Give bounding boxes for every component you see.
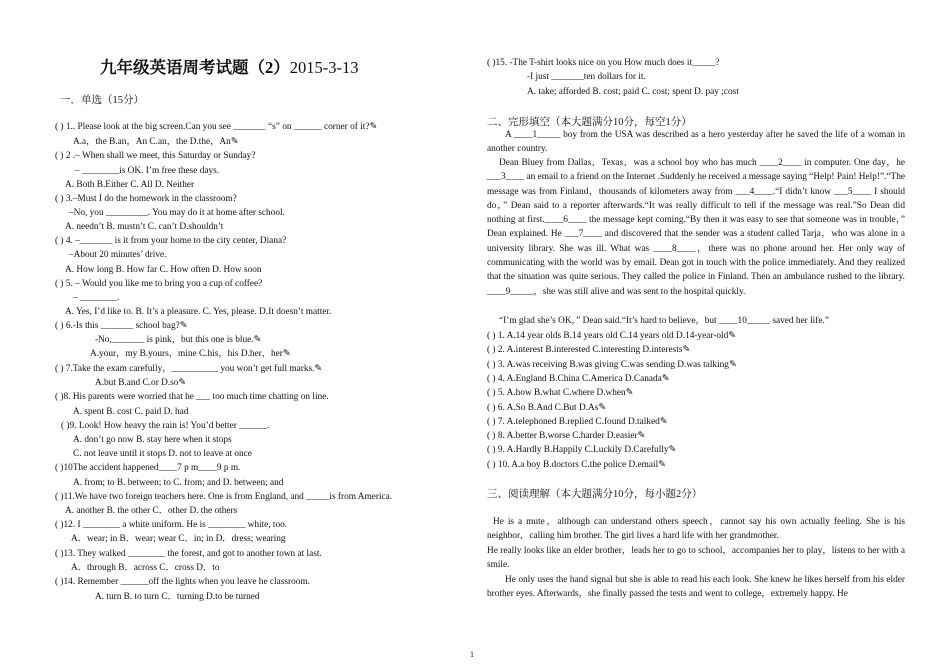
title-text: 九年级英语周考试题（2）	[100, 58, 290, 77]
question-line: A.a，the B.an，An C.an，the D.the，An✎	[73, 137, 239, 147]
cloze-option-row: ( ) 10. A.a boy B.doctors C.the police D.email✎	[487, 459, 666, 470]
question-line: ( ) 5. – Would you like me to bring you a cup of coffee?	[55, 279, 263, 289]
question-line: –About 20 minutes’ drive.	[69, 250, 167, 260]
reading-paragraph-2: He really looks like an elder brother，leads her to go to school，accompanies her to play，listens to her with a smile.	[487, 546, 905, 571]
question-line: ( ) 2 .– When shall we meet, this Saturday or Sunday?	[55, 151, 256, 161]
cloze-option-row: ( ) 7. A.telephoned B.replied C.found D.talked✎	[487, 416, 668, 427]
question-line: A. How long B. How far C. How often D. How soon	[65, 265, 262, 275]
question-line: A. don’t go now B. stay here when it stops	[73, 435, 232, 445]
question-line: A．wear; in B．wear; wear C．in; in D．dress; wearing	[71, 534, 286, 544]
question-line: ( ) 1.. Please look at the big screen.Can you see _______ “s” on ______ corner of it?✎	[55, 122, 378, 132]
question-line: –No, you _________. You may do it at home after school.	[69, 208, 285, 218]
question-line: A. needn’t B. mustn’t C. can’t D.shouldn’t	[65, 222, 224, 232]
question-line: C. not leave until it stops D. not to leave at once	[73, 449, 252, 459]
cloze-paragraph-2: Dean Bluey from Dallas，Texas，was a school boy who has much ____2____ in computer. One day，he ___3____ an email to a friend on the Internet .Suddenly he received a message saying “Help! Pain! Help!”.“The message was from Finland，thousands of kilometers away from ___4____.“I didn’t know ___5____ I should do，” Dean said to a reporter afterwards.“It was really difficult to tell if the message was real.”So Dean did nothing at first.____6____ the message kept coming.“By then it was easy to see that someone was in trouble，” Dean explained. He ___7____ and discovered that the sender was a student called Tarja，who was alone in a university library. She was ill. What was ____8____，there was no phone around her. Her only way of communicating with the world was by email. Dean got in touch with the police immediately. And they realized that the situation was quite serious. They called the police in Finland. Then an ambulance rushed to the library. ____9_____，she was still alive and was sent to the hospital quickly.	[487, 158, 905, 297]
cloze-option-row: ( ) 9. A.Hardly B.Happily C.Luckily D.Carefully✎	[487, 445, 677, 456]
question-line: – ________.	[73, 293, 120, 303]
question-line: A. spent B. cost C. paid D. had	[73, 407, 189, 417]
cloze-option-row: ( ) 4. A.England B.China C.America D.Canada✎	[487, 373, 670, 384]
question-line: A. Yes, I’d like to. B. It’s a pleasure. C. Yes, please. D.It doesn’t matter.	[65, 307, 332, 317]
cloze-option-row: ( ) 5. A.how B.what C.where D.when✎	[487, 388, 634, 399]
question-line: ( ) 7.Take the exam carefully，__________ you won’t get full marks.✎	[55, 364, 323, 374]
cloze-option-row: ( ) 3. A.was receiving B.was giving C.was sending D.was talking✎	[487, 359, 737, 370]
question-line: A. Both B.Either C. All D. Neither	[65, 180, 195, 190]
question-line: ( )14. Remember ______off the lights when you leave he classroom.	[55, 577, 310, 587]
question-line: A. from; to B. between; to C. from; and D. between; and	[73, 478, 284, 488]
question-15-line: ( )15. -The T-shirt looks nice on you How much does it_____?	[487, 58, 720, 68]
question-line: -No,_______ is pink，but this one is blue.✎	[95, 335, 262, 345]
question-15-line: A. take; afforded B. cost; paid C. cost; spent D. pay ;cost	[527, 87, 739, 97]
section2-heading: 二、完形填空（本大题满分10分，每空1分）	[487, 117, 692, 128]
question-line: ( )12. I ________ a white uniform. He is ________ white, too.	[55, 520, 288, 530]
cloze-option-row: ( ) 6. A.So B.And C.But D.As✎	[487, 402, 607, 413]
reading-paragraph-1: He is a mute，although can understand others speech，cannot say his own actually feeling. She is his neighbor，calling him brother. The girl lives a hard life with her grandmother.	[487, 517, 905, 542]
section3-heading: 三、阅读理解（本大题满分10分，每小题2分）	[487, 489, 703, 500]
cloze-option-row: ( ) 8. A.better B.worse C.harder D.easier✎	[487, 431, 646, 442]
question-line: ( )13. They walked ________ the forest, and got to another town at last.	[55, 549, 322, 559]
question-line: A. turn B. to turn C．turning D.to be turned	[95, 592, 260, 602]
question-15-line: -I just _______ten dollars for it.	[527, 72, 646, 82]
question-line: A. another B. the other C．other D. the others	[65, 506, 238, 516]
section1-heading: 一．单选（15分）	[60, 95, 144, 106]
question-line: A．through B．across C．cross D．to	[71, 563, 220, 573]
exam-date: 2015-3-13	[289, 58, 359, 77]
question-line: ( ) 4. –_______ is it from your home to the city center, Diana?	[55, 236, 287, 246]
page-number: 1	[470, 650, 474, 659]
question-line: ( )11.We have two foreign teachers here. One is from England, and _____is from America.	[55, 492, 393, 502]
question-line: A.your，my B.yours，mine C.his，his D.her，her✎	[90, 349, 291, 359]
cloze-option-row: ( ) 1. A.14 year olds B.14 years old C.14 years old D.14-year-old✎	[487, 331, 737, 341]
cloze-paragraph-1: A ____1_____ boy from the USA was described as a hero yesterday after he saved the life of a woman in another country.	[487, 130, 905, 155]
question-line: A.but B.and C.or D.so✎	[95, 378, 187, 388]
question-line: ( )10The accident happened____7 p m____9 p m.	[55, 463, 241, 473]
question-line: – ________is OK. I’m free these days.	[75, 166, 220, 176]
exam-title	[100, 54, 359, 78]
cloze-option-row: ( ) 2. A.interest B.interested C.interesting D.interests✎	[487, 345, 691, 356]
question-line: ( ) 6.-Is this _______ school bag?✎	[55, 321, 188, 331]
cloze-paragraph-3: “I’m glad she’s OK，” Dean said.“It’s hard to believe，but ____10_____ saved her life.”	[499, 316, 829, 326]
question-line: ( )8. His parents were worried that he ___ too much time chatting on line.	[55, 392, 329, 402]
question-line: ( ) 3.–Must I do the homework in the classroom?	[55, 194, 237, 204]
reading-paragraph-3: He only uses the hand signal but she is able to read his each look. She knew he likes herself from his elder brother eyes. Afterwards，she finally passed the tests and went to college，extremely happy. He	[487, 575, 905, 600]
question-line: ( )9. Look! How heavy the rain is! You’d better ______.	[61, 421, 270, 431]
